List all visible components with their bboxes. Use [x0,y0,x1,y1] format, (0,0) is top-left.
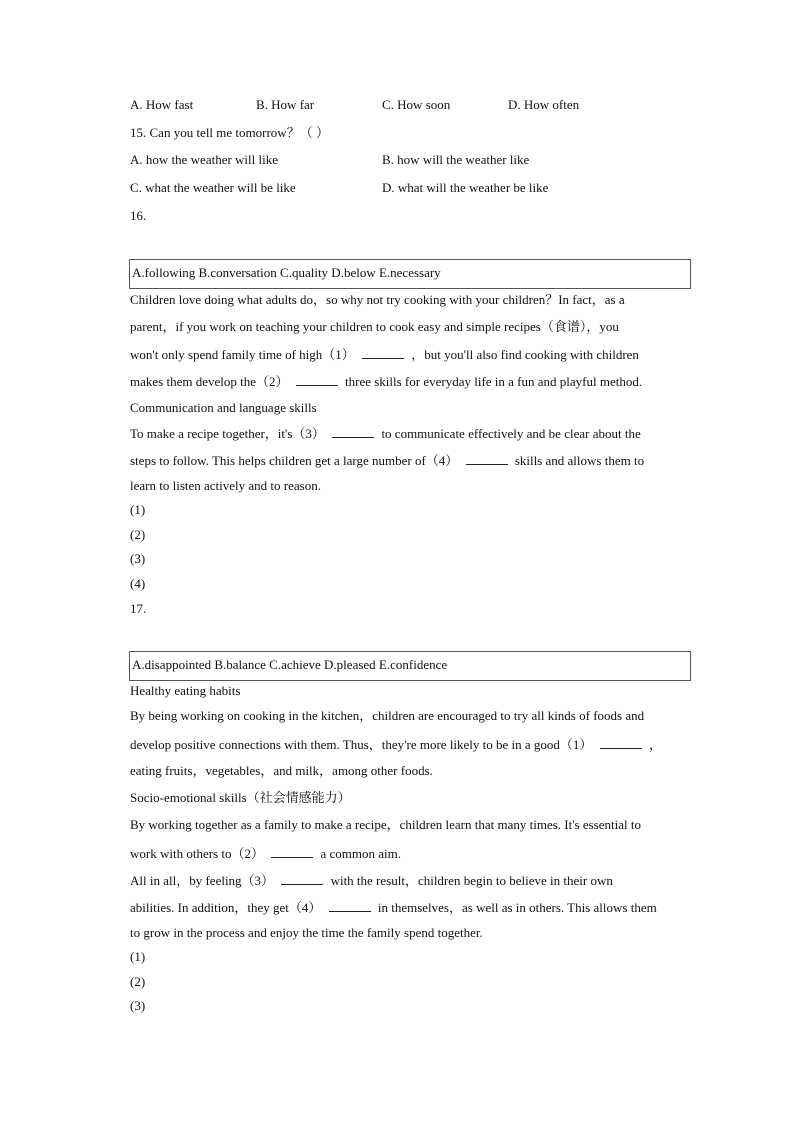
q16-para1-line4 [130,373,642,390]
q16-para1-line2: parent，if you work on teaching your children to cook easy and simple recipes（食谱），you [130,319,619,334]
q16-text: To make a recipe together，it's（3） [130,426,325,441]
blank-4[interactable] [329,899,371,912]
q16-text: won't only spend family time of high（1） [130,347,355,362]
q16-para2-line2 [130,452,644,469]
q17-answer-3[interactable]: (3) [130,998,146,1013]
blank-3[interactable] [281,872,323,885]
q16-answer-4[interactable]: (4) [130,576,146,591]
q17-text: work with others to（2） [130,846,264,861]
q17-text: a common aim. [320,846,401,861]
q16-text: steps to follow. This helps children get a large number of（4） [130,453,459,468]
q16-text: skills and allows them to [514,453,645,468]
q17-text: in themselves，as well as in others. This allows them [377,900,657,915]
q17-text: with the result，children begin to believe in their own [330,873,613,888]
q16-heading: Communication and language skills [130,400,317,415]
q16-answer-2[interactable]: (2) [130,527,146,542]
q15-option-c[interactable]: C. what the weather will be like [130,180,296,195]
blank-2[interactable] [296,373,338,386]
q16-answer-1[interactable]: (1) [130,502,146,517]
q17-para1-line1: By being working on cooking in the kitchen，children are encouraged to try all kinds of foods and [130,708,645,723]
q16-para1-line1: Children love doing what adults do，so why not try cooking with your children？In fact，as a [130,292,625,307]
q17-answer-2[interactable]: (2) [130,974,146,989]
blank-2[interactable] [271,845,313,858]
q17-heading-2: Socio-emotional skills（社会情感能力） [130,790,351,805]
q14-option-b[interactable]: B. How far [256,97,315,112]
q17-answer-1[interactable]: (1) [130,949,146,964]
q17-word-box [129,651,691,681]
q17-para3-line1 [130,872,613,889]
blank-3[interactable] [332,425,374,438]
q17-para1-line3: eating fruits，vegetables，and milk，among other foods. [130,763,433,778]
q14-option-c[interactable]: C. How soon [382,97,451,112]
blank-4[interactable] [466,452,508,465]
q16-word-box-text: A.following B.conversation C.quality D.below E.necessary [132,265,441,280]
q16-answer-3[interactable]: (3) [130,551,146,566]
q17-para2-line2 [130,845,401,862]
q16-para2-line3: learn to listen actively and to reason. [130,478,321,493]
q17-text: All in all，by feeling（3） [130,873,275,888]
q17-heading-1: Healthy eating habits [130,683,241,698]
q15-option-a[interactable]: A. how the weather will like [130,152,279,167]
q14-option-a[interactable]: A. How fast [130,97,194,112]
q16-text: ，but you'll also find cooking with children [411,347,639,362]
q17-para3-line3: to grow in the process and enjoy the time the family spend together. [130,925,483,940]
q16-text: to communicate effectively and be clear about the [381,426,641,441]
q16-number: 16. [130,208,147,223]
q15-option-d[interactable]: D. what will the weather be like [382,180,549,195]
q16-para1-line3 [130,346,639,363]
q17-text: ， [648,737,662,752]
q17-number: 17. [130,601,147,616]
q17-word-box-text: A.disappointed B.balance C.achieve D.pleased E.confidence [132,657,448,672]
blank-1[interactable] [600,736,642,749]
q17-para3-line2 [130,899,657,916]
q15-stem: 15. Can you tell me tomorrow？（ ） [130,125,329,140]
q16-word-box [129,259,691,289]
q17-para2-line1: By working together as a family to make a recipe，children learn that many times. It's essential to [130,817,641,832]
blank-1[interactable] [362,346,404,359]
q16-text: makes them develop the（2） [130,374,289,389]
q15-option-b[interactable]: B. how will the weather like [382,152,530,167]
q17-text: abilities. In addition，they get（4） [130,900,322,915]
q17-para1-line2 [130,736,662,753]
q17-text: develop positive connections with them. Thus，they're more likely to be in a good（1） [130,737,593,752]
q16-para2-line1 [130,425,641,442]
q14-option-d[interactable]: D. How often [508,97,580,112]
q16-text: three skills for everyday life in a fun and playful method. [345,374,643,389]
